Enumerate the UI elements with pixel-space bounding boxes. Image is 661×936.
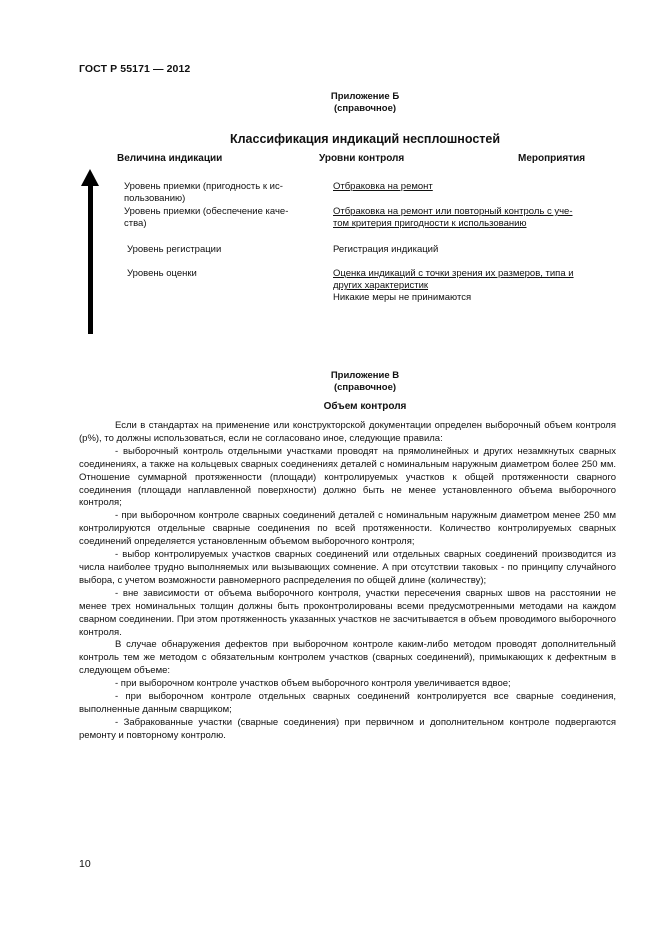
- column-header-measures: Мероприятия: [518, 153, 586, 164]
- table-row-level: Уровень приемки (пригодность к ис- пользованию): [124, 181, 283, 204]
- table-row-action: Отбраковка на ремонт или повторный контроль с уче- том критерия пригодности к использованию: [333, 206, 573, 229]
- no-measures-text: Никакие меры не принимаются: [333, 292, 472, 303]
- paragraph: - при выборочном контроле сварных соединений деталей с номинальным наружным диаметром менее 250 мм контролируются отдельные сварные соединения по всей протяженности. Количество контролируемых сварных соединений определяется установленным объемом выборочного контроля;: [79, 510, 616, 548]
- table-row-action: Оценка индикаций с точки зрения их размеров, типа и других характеристик Никакие меры не принимаются: [333, 268, 623, 304]
- paragraph: - выборочный контроль отдельными участками проводят на прямолинейных и других незамкнутых сварных соединениях, а также на кольцевых сварных соединениях деталей с номинальным наружным диаметром более 250 мм. Отношение суммарной протяженности (площади) контролируемых участков к общей протяженности сварного соединения (площади наплавленной поверхности) должно быть не менее установленного объема выборочного контроля;: [79, 445, 616, 509]
- paragraph: - вне зависимости от объема выборочного контроля, участки пересечения сварных швов на расстоянии не менее трех номинальных толщин должны быть проконтролированы всеми предусмотренными методами на каждом сварном соединении. При этом протяженность указанных участков не засчитывается в объем проводимого выборочного контроля.: [79, 587, 616, 638]
- arrow-shaft: [88, 184, 93, 334]
- paragraph: - при выборочном контроле отдельных сварных соединений контролируется все сварные соединения, выполненные данным сварщиком;: [79, 691, 616, 715]
- annex-b-status: (справочное): [333, 103, 397, 114]
- page-number: 10: [79, 858, 91, 870]
- paragraph: - Забракованные участки (сварные соединения) при первичном и дополнительном контроле подвергаются ремонту и повторному контролю.: [79, 716, 616, 741]
- standard-header: ГОСТ Р 55171 — 2012: [79, 63, 191, 75]
- annex-b-title: Приложение Б: [330, 91, 400, 102]
- annex-b-title-block: [300, 91, 430, 115]
- annex-v-status: (справочное): [333, 382, 397, 393]
- annex-b-heading: Классификация индикаций несплошностей: [229, 132, 501, 146]
- paragraph: Если в стандартах на применение или конструкторской документации определен выборочный объем контроля (р%), то должны использоваться, если не согласовано иное, следующие правила:: [79, 420, 616, 444]
- annex-v-heading: Объем контроля: [323, 401, 407, 412]
- table-row-level: Уровень оценки: [127, 268, 197, 279]
- annex-v-body: [79, 420, 616, 743]
- table-row-action: Отбраковка на ремонт: [333, 181, 433, 192]
- annex-v-title-block: [300, 370, 430, 394]
- paragraph: - при выборочном контроле участков объем выборочного контроля увеличивается вдвое;: [115, 678, 511, 690]
- table-row-level: Уровень приемки (обеспечение каче- ства): [124, 206, 289, 229]
- table-row-level: Уровень регистрации: [127, 244, 222, 255]
- paragraph: - выбор контролируемых участков сварных соединений или отдельных сварных соединений производится из числа наиболее трудно выполняемых или вызывающих сомнение. А при отсутствии таковых - по принципу случайного выбора, с учетом возможности равномерного распределения по общей длине (количеству);: [79, 549, 616, 586]
- annex-v-title: Приложение В: [330, 370, 400, 381]
- table-row-action: Регистрация индикаций: [333, 244, 439, 255]
- paragraph: В случае обнаружения дефектов при выборочном контроле каким-либо методом проводят дополнительный контроль тем же методом с обязательным контролем участков (сварных соединений), примыкающих к дефектным в следующем объеме:: [79, 639, 616, 677]
- column-header-levels: Уровни контроля: [319, 153, 405, 164]
- column-header-indication: Величина индикации: [117, 153, 223, 164]
